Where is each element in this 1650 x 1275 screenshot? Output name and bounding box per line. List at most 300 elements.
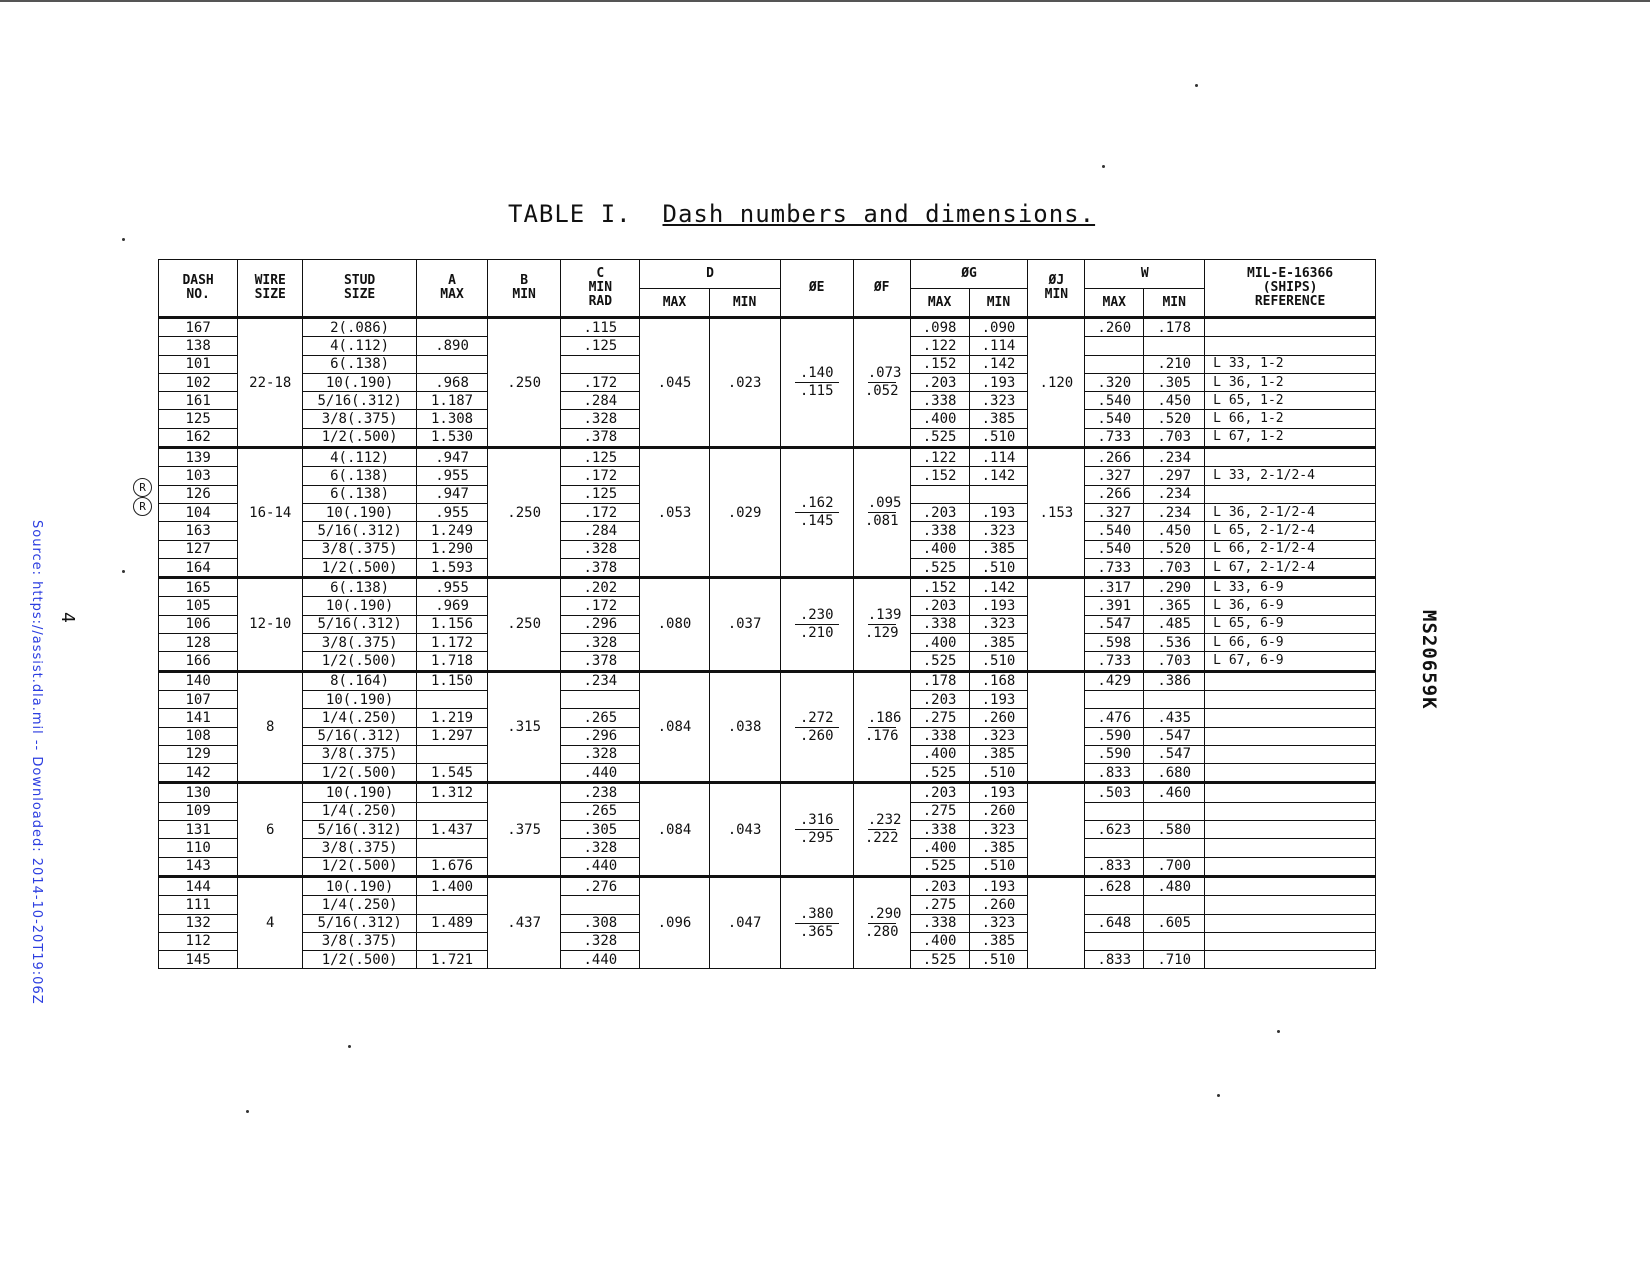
g-min-cell: .193 [969, 876, 1028, 895]
a-max-cell: .968 [417, 373, 488, 391]
a-max-cell [417, 318, 488, 337]
table-row [159, 318, 1376, 337]
g-min-cell: .090 [969, 318, 1028, 337]
e-diameter-cell-lower: .145 [799, 513, 834, 530]
w-max-cell: .833 [1085, 951, 1144, 969]
header-b-min: B MIN [488, 260, 561, 318]
g-max-cell: .338 [910, 392, 969, 410]
w-min-cell [1144, 690, 1205, 708]
dash-number-cell: 145 [159, 951, 238, 969]
f-diameter-cell [853, 578, 910, 671]
w-max-cell [1085, 337, 1144, 355]
dash-number-cell: 131 [159, 821, 238, 839]
reference-cell [1205, 932, 1376, 950]
a-max-cell [417, 932, 488, 950]
j-min-cell [1028, 578, 1085, 671]
d-min-cell: .038 [709, 671, 780, 783]
w-max-cell: .327 [1085, 467, 1144, 485]
b-min-cell: .250 [488, 318, 561, 448]
a-max-cell: 1.172 [417, 634, 488, 652]
dimensions-table [158, 259, 1376, 969]
stud-size-cell: 5/16(.312) [303, 615, 417, 633]
stud-size-cell: 5/16(.312) [303, 392, 417, 410]
w-min-cell: .450 [1144, 392, 1205, 410]
reference-cell: L 36, 2-1/2-4 [1205, 503, 1376, 521]
reference-cell [1205, 727, 1376, 745]
f-diameter-cell [853, 671, 910, 783]
g-max-cell: .122 [910, 337, 969, 355]
w-max-cell: .266 [1085, 485, 1144, 503]
reference-cell: L 67, 1-2 [1205, 428, 1376, 447]
stud-size-cell: 6(.138) [303, 355, 417, 373]
reference-cell: L 36, 6-9 [1205, 597, 1376, 615]
w-max-cell: .320 [1085, 373, 1144, 391]
stud-size-cell: 1/2(.500) [303, 428, 417, 447]
g-min-cell: .385 [969, 745, 1028, 763]
reference-cell [1205, 318, 1376, 337]
stud-size-cell: 8(.164) [303, 671, 417, 690]
reference-cell: L 67, 2-1/2-4 [1205, 558, 1376, 577]
header-f: ØF [853, 260, 910, 318]
dash-number-cell: 110 [159, 839, 238, 857]
w-min-cell: .703 [1144, 652, 1205, 671]
w-max-cell: .833 [1085, 857, 1144, 876]
w-max-cell: .590 [1085, 727, 1144, 745]
w-max-cell [1085, 802, 1144, 820]
g-max-cell: .525 [910, 428, 969, 447]
stud-size-cell: 10(.190) [303, 783, 417, 802]
w-max-cell [1085, 690, 1144, 708]
f-diameter-cell-upper: .232 [867, 812, 902, 829]
scan-speck [246, 1110, 249, 1113]
f-diameter-cell [853, 783, 910, 876]
a-max-cell: 1.437 [417, 821, 488, 839]
g-min-cell: .510 [969, 652, 1028, 671]
e-diameter-cell-lower: .295 [799, 830, 834, 847]
scan-speck [1277, 1030, 1280, 1033]
c-min-rad-cell: .308 [561, 914, 640, 932]
a-max-cell: .955 [417, 578, 488, 597]
table-row [159, 448, 1376, 467]
d-max-cell: .084 [640, 671, 709, 783]
e-diameter-cell-upper: .316 [795, 813, 839, 830]
header-e: ØE [780, 260, 853, 318]
g-max-cell: .338 [910, 821, 969, 839]
c-min-rad-cell: .172 [561, 373, 640, 391]
c-min-rad-cell: .172 [561, 467, 640, 485]
w-min-cell: .178 [1144, 318, 1205, 337]
dash-number-cell: 132 [159, 914, 238, 932]
stud-size-cell: 5/16(.312) [303, 821, 417, 839]
header-c-min-rad: C MIN RAD [561, 260, 640, 318]
g-min-cell: .385 [969, 540, 1028, 558]
a-max-cell: 1.308 [417, 410, 488, 428]
header-g-max: MAX [910, 289, 969, 318]
e-diameter-cell [780, 783, 853, 876]
c-min-rad-cell: .328 [561, 540, 640, 558]
g-max-cell: .338 [910, 522, 969, 540]
dimensions-table-wrapper [158, 259, 1376, 969]
g-min-cell: .385 [969, 410, 1028, 428]
dash-number-cell: 139 [159, 448, 238, 467]
table-body [159, 318, 1376, 969]
dash-number-cell: 104 [159, 503, 238, 521]
f-diameter-cell-lower: .052 [864, 383, 899, 400]
reference-cell [1205, 690, 1376, 708]
dash-number-cell: 109 [159, 802, 238, 820]
header-g-min: MIN [969, 289, 1028, 318]
g-min-cell: .142 [969, 578, 1028, 597]
stud-size-cell: 10(.190) [303, 373, 417, 391]
table-row [159, 671, 1376, 690]
f-diameter-cell-lower: .176 [864, 727, 899, 744]
g-min-cell: .168 [969, 671, 1028, 690]
f-diameter-cell-upper: .073 [867, 365, 902, 382]
reference-cell [1205, 857, 1376, 876]
stud-size-cell: 1/2(.500) [303, 951, 417, 969]
f-diameter-cell-lower: .280 [864, 923, 899, 940]
g-min-cell: .323 [969, 522, 1028, 540]
reference-cell [1205, 802, 1376, 820]
source-stamp: Source: https://assist.dla.mil -- Downloaded: 2014-10-20T19:06Z [29, 520, 44, 1005]
e-diameter-cell-upper: .162 [795, 496, 839, 513]
w-min-cell [1144, 802, 1205, 820]
f-diameter-cell-upper: .139 [867, 606, 902, 623]
w-min-cell: .547 [1144, 745, 1205, 763]
g-max-cell: .400 [910, 410, 969, 428]
g-max-cell: .178 [910, 671, 969, 690]
g-max-cell: .203 [910, 876, 969, 895]
w-max-cell [1085, 355, 1144, 373]
reference-cell: L 65, 1-2 [1205, 392, 1376, 410]
d-max-cell: .096 [640, 876, 709, 968]
reference-cell: L 67, 6-9 [1205, 652, 1376, 671]
c-min-rad-cell: .328 [561, 839, 640, 857]
dash-number-cell: 164 [159, 558, 238, 577]
stud-size-cell: 3/8(.375) [303, 540, 417, 558]
stud-size-cell: 5/16(.312) [303, 522, 417, 540]
dash-number-cell: 167 [159, 318, 238, 337]
w-max-cell: .733 [1085, 652, 1144, 671]
reference-cell [1205, 821, 1376, 839]
dash-number-cell: 103 [159, 467, 238, 485]
g-min-cell: .193 [969, 597, 1028, 615]
w-min-cell: .485 [1144, 615, 1205, 633]
table-row [159, 876, 1376, 895]
reference-cell: L 65, 2-1/2-4 [1205, 522, 1376, 540]
stud-size-cell: 1/2(.500) [303, 558, 417, 577]
c-min-rad-cell: .378 [561, 652, 640, 671]
d-min-cell: .043 [709, 783, 780, 876]
c-min-rad-cell [561, 690, 640, 708]
reference-cell [1205, 914, 1376, 932]
scan-speck [1217, 1094, 1220, 1097]
header-reference: MIL-E-16366 (SHIPS) REFERENCE [1205, 260, 1376, 318]
w-min-cell: .700 [1144, 857, 1205, 876]
c-min-rad-cell: .284 [561, 522, 640, 540]
a-max-cell [417, 690, 488, 708]
stud-size-cell: 4(.112) [303, 337, 417, 355]
dash-number-cell: 128 [159, 634, 238, 652]
c-min-rad-cell: .125 [561, 337, 640, 355]
w-min-cell: .305 [1144, 373, 1205, 391]
a-max-cell: .947 [417, 485, 488, 503]
scan-speck [122, 570, 125, 573]
d-min-cell: .023 [709, 318, 780, 448]
wire-size-cell: 4 [238, 876, 303, 968]
stud-size-cell: 3/8(.375) [303, 839, 417, 857]
f-diameter-cell-upper: .095 [867, 495, 902, 512]
c-min-rad-cell: .296 [561, 727, 640, 745]
w-max-cell: .733 [1085, 428, 1144, 447]
c-min-rad-cell [561, 355, 640, 373]
a-max-cell: 1.187 [417, 392, 488, 410]
table-title [508, 200, 1095, 228]
w-min-cell: .297 [1144, 467, 1205, 485]
a-max-cell: .955 [417, 503, 488, 521]
dash-number-cell: 165 [159, 578, 238, 597]
dash-number-cell: 126 [159, 485, 238, 503]
b-min-cell: .315 [488, 671, 561, 783]
table-title-text: Dash numbers and dimensions. [662, 200, 1096, 228]
a-max-cell: 1.721 [417, 951, 488, 969]
header-d-max: MAX [640, 289, 709, 318]
reference-cell: L 66, 1-2 [1205, 410, 1376, 428]
a-max-cell: 1.489 [417, 914, 488, 932]
header-d-min: MIN [709, 289, 780, 318]
j-min-cell: .120 [1028, 318, 1085, 448]
g-min-cell: .510 [969, 857, 1028, 876]
reference-cell: L 65, 6-9 [1205, 615, 1376, 633]
g-max-cell: .525 [910, 857, 969, 876]
dash-number-cell: 140 [159, 671, 238, 690]
d-min-cell: .029 [709, 448, 780, 578]
g-min-cell: .385 [969, 634, 1028, 652]
b-min-cell: .250 [488, 578, 561, 671]
reference-cell [1205, 876, 1376, 895]
stud-size-cell: 6(.138) [303, 485, 417, 503]
dash-number-cell: 130 [159, 783, 238, 802]
a-max-cell [417, 745, 488, 763]
a-max-cell [417, 802, 488, 820]
stud-size-cell: 1/2(.500) [303, 857, 417, 876]
g-max-cell: .275 [910, 896, 969, 914]
w-min-cell: .480 [1144, 876, 1205, 895]
scan-speck [348, 1045, 351, 1048]
stud-size-cell: 3/8(.375) [303, 410, 417, 428]
dash-number-cell: 161 [159, 392, 238, 410]
w-max-cell [1085, 932, 1144, 950]
stud-size-cell: 10(.190) [303, 597, 417, 615]
c-min-rad-cell: .276 [561, 876, 640, 895]
c-min-rad-cell: .265 [561, 802, 640, 820]
stud-size-cell: 10(.190) [303, 876, 417, 895]
dash-number-cell: 102 [159, 373, 238, 391]
reference-cell [1205, 485, 1376, 503]
f-diameter-cell-lower: .081 [864, 513, 899, 530]
a-max-cell [417, 839, 488, 857]
g-min-cell: .142 [969, 467, 1028, 485]
w-min-cell: .703 [1144, 428, 1205, 447]
reference-cell: L 33, 1-2 [1205, 355, 1376, 373]
g-max-cell: .338 [910, 615, 969, 633]
dash-number-cell: 143 [159, 857, 238, 876]
w-max-cell: .648 [1085, 914, 1144, 932]
c-min-rad-cell: .265 [561, 709, 640, 727]
stud-size-cell: 1/4(.250) [303, 802, 417, 820]
g-min-cell: .385 [969, 932, 1028, 950]
g-min-cell: .193 [969, 783, 1028, 802]
c-min-rad-cell: .234 [561, 671, 640, 690]
wire-size-cell: 16-14 [238, 448, 303, 578]
c-min-rad-cell: .328 [561, 410, 640, 428]
g-max-cell: .152 [910, 355, 969, 373]
e-diameter-cell-upper: .380 [795, 907, 839, 924]
g-max-cell: .525 [910, 764, 969, 783]
a-max-cell: 1.150 [417, 671, 488, 690]
w-min-cell: .210 [1144, 355, 1205, 373]
header-j-min: ØJ MIN [1028, 260, 1085, 318]
w-max-cell: .540 [1085, 410, 1144, 428]
dash-number-cell: 142 [159, 764, 238, 783]
e-diameter-cell [780, 448, 853, 578]
stud-size-cell: 5/16(.312) [303, 727, 417, 745]
c-min-rad-cell: .296 [561, 615, 640, 633]
g-max-cell: .203 [910, 783, 969, 802]
w-min-cell: .680 [1144, 764, 1205, 783]
d-min-cell: .047 [709, 876, 780, 968]
a-max-cell: 1.249 [417, 522, 488, 540]
w-max-cell: .317 [1085, 578, 1144, 597]
stud-size-cell: 4(.112) [303, 448, 417, 467]
stud-size-cell: 1/2(.500) [303, 652, 417, 671]
dash-number-cell: 138 [159, 337, 238, 355]
page-number: 4 [57, 612, 78, 623]
g-max-cell: .400 [910, 540, 969, 558]
dash-number-cell: 105 [159, 597, 238, 615]
c-min-rad-cell: .378 [561, 558, 640, 577]
c-min-rad-cell: .115 [561, 318, 640, 337]
document-id: MS20659K [1418, 610, 1440, 710]
w-min-cell: .547 [1144, 727, 1205, 745]
reference-cell [1205, 709, 1376, 727]
dash-number-cell: 162 [159, 428, 238, 447]
e-diameter-cell [780, 671, 853, 783]
g-max-cell: .400 [910, 634, 969, 652]
c-min-rad-cell: .328 [561, 634, 640, 652]
reference-cell: L 33, 2-1/2-4 [1205, 467, 1376, 485]
reference-cell [1205, 671, 1376, 690]
f-diameter-cell [853, 448, 910, 578]
dash-number-cell: 127 [159, 540, 238, 558]
w-min-cell: .234 [1144, 503, 1205, 521]
reference-cell: L 36, 1-2 [1205, 373, 1376, 391]
a-max-cell: 1.312 [417, 783, 488, 802]
header-a-max: A MAX [417, 260, 488, 318]
wire-size-cell: 8 [238, 671, 303, 783]
g-max-cell: .338 [910, 914, 969, 932]
dash-number-cell: 108 [159, 727, 238, 745]
w-min-cell [1144, 337, 1205, 355]
g-max-cell: .400 [910, 745, 969, 763]
g-max-cell: .203 [910, 597, 969, 615]
e-diameter-cell-upper: .140 [795, 366, 839, 383]
reference-cell [1205, 783, 1376, 802]
w-min-cell [1144, 839, 1205, 857]
reference-cell [1205, 448, 1376, 467]
a-max-cell: 1.593 [417, 558, 488, 577]
header-w: W [1085, 260, 1205, 289]
f-diameter-cell-lower: .129 [864, 624, 899, 641]
d-max-cell: .080 [640, 578, 709, 671]
a-max-cell: 1.545 [417, 764, 488, 783]
w-max-cell: .260 [1085, 318, 1144, 337]
e-diameter-cell [780, 876, 853, 968]
w-min-cell: .710 [1144, 951, 1205, 969]
g-min-cell: .323 [969, 727, 1028, 745]
w-min-cell: .605 [1144, 914, 1205, 932]
g-min-cell: .510 [969, 428, 1028, 447]
w-min-cell: .536 [1144, 634, 1205, 652]
stud-size-cell: 1/4(.250) [303, 709, 417, 727]
j-min-cell [1028, 783, 1085, 876]
d-max-cell: .053 [640, 448, 709, 578]
stud-size-cell: 6(.138) [303, 467, 417, 485]
a-max-cell: 1.530 [417, 428, 488, 447]
g-max-cell: .400 [910, 839, 969, 857]
reference-cell [1205, 896, 1376, 914]
c-min-rad-cell: .172 [561, 503, 640, 521]
c-min-rad-cell: .378 [561, 428, 640, 447]
c-min-rad-cell: .440 [561, 764, 640, 783]
f-diameter-cell-upper: .290 [867, 905, 902, 922]
w-max-cell: .266 [1085, 448, 1144, 467]
g-min-cell: .510 [969, 951, 1028, 969]
w-min-cell: .234 [1144, 485, 1205, 503]
e-diameter-cell-lower: .260 [799, 727, 834, 744]
w-min-cell: .520 [1144, 410, 1205, 428]
g-max-cell: .525 [910, 652, 969, 671]
reference-cell: L 33, 6-9 [1205, 578, 1376, 597]
g-min-cell: .193 [969, 373, 1028, 391]
g-min-cell: .193 [969, 690, 1028, 708]
c-min-rad-cell: .238 [561, 783, 640, 802]
w-max-cell: .327 [1085, 503, 1144, 521]
header-g: ØG [910, 260, 1028, 289]
j-min-cell [1028, 876, 1085, 968]
g-max-cell: .122 [910, 448, 969, 467]
c-min-rad-cell: .440 [561, 857, 640, 876]
w-min-cell: .386 [1144, 671, 1205, 690]
j-min-cell: .153 [1028, 448, 1085, 578]
g-min-cell [969, 485, 1028, 503]
a-max-cell: 1.718 [417, 652, 488, 671]
w-max-cell: .476 [1085, 709, 1144, 727]
e-diameter-cell [780, 318, 853, 448]
d-min-cell: .037 [709, 578, 780, 671]
a-max-cell: 1.219 [417, 709, 488, 727]
scan-speck [1102, 165, 1105, 168]
g-max-cell: .203 [910, 690, 969, 708]
g-min-cell: .260 [969, 709, 1028, 727]
g-max-cell: .525 [910, 558, 969, 577]
w-max-cell: .503 [1085, 783, 1144, 802]
reference-cell [1205, 839, 1376, 857]
dash-number-cell: 144 [159, 876, 238, 895]
w-max-cell: .540 [1085, 522, 1144, 540]
reference-cell [1205, 745, 1376, 763]
w-max-cell: .429 [1085, 671, 1144, 690]
